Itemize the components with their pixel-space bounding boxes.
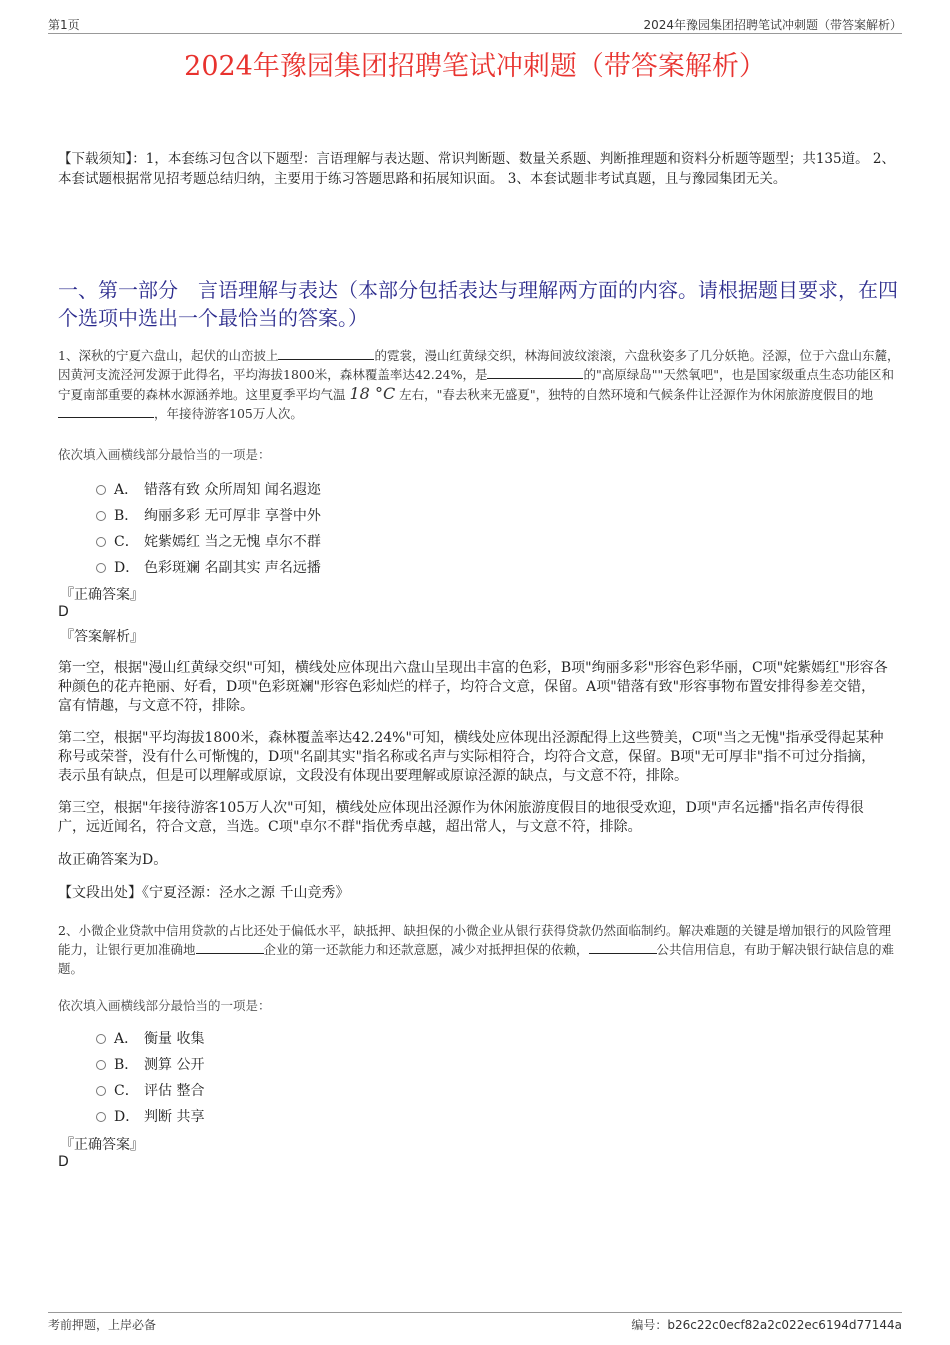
page-header bbox=[48, 15, 902, 34]
question-1-prompt: 依次填入画横线部分最恰当的一项是： bbox=[58, 447, 271, 462]
analysis-conclusion: 故正确答案为D。 bbox=[58, 852, 168, 868]
option-d[interactable]: D． 色彩斑斓 名副其实 声名远播 bbox=[96, 555, 321, 581]
radio-icon[interactable] bbox=[96, 1060, 106, 1070]
question-2-options bbox=[96, 1026, 204, 1130]
analysis-paragraph-2: 第二空，根据"平均海拔1800米，森林覆盖率达42.24%"可知，横线处应体现出泾源配得上这些赞美，C项"当之无愧"指承受得起某种称号或荣誉，没有什么可惭愧的，D项"名副其实"指名称或名声与实际相符合，均符合文意，保留。B项"无可厚非"指不可过分指摘，表示虽有缺点，但是可以理解或原谅，文段没有体现出要理解或原谅泾源的缺点，与文意不符，排除。 bbox=[58, 730, 884, 784]
fill-blank bbox=[58, 405, 154, 418]
document-title: 2024年豫园集团招聘笔试冲刺题（带答案解析） bbox=[184, 51, 766, 82]
header-doc-title: 2024年豫园集团招聘笔试冲刺题（带答案解析） bbox=[643, 18, 902, 32]
answer-value: D bbox=[58, 604, 69, 620]
option-d[interactable]: D． 判断 共享 bbox=[96, 1104, 204, 1130]
option-a[interactable]: A． 衡量 收集 bbox=[96, 1026, 204, 1052]
page-footer bbox=[48, 1312, 902, 1332]
analysis-paragraph-3: 第三空，根据"年接待游客105万人次"可知，横线处应体现出泾源作为休闲旅游度假目的地很受欢迎，D项"声名远播"指名声传得很广，远近闻名，符合文意，当选。C项"卓尔不群"指优秀卓越，超出常人，与文意不符，排除。 bbox=[58, 800, 864, 835]
radio-icon[interactable] bbox=[96, 537, 106, 547]
fill-blank bbox=[278, 347, 374, 360]
radio-icon[interactable] bbox=[96, 511, 106, 521]
option-a[interactable]: A． 错落有致 众所周知 闻名遐迩 bbox=[96, 477, 321, 503]
fill-blank bbox=[487, 366, 583, 379]
radio-icon[interactable] bbox=[96, 563, 106, 573]
temperature: 18 °C bbox=[349, 384, 396, 403]
analysis-paragraph-1: 第一空，根据"漫山红黄绿交织"可知，横线处应体现出六盘山呈现出丰富的色彩，B项"绚丽多彩"形容色彩华丽，C项"姹紫嫣红"形容各种颜色的花卉艳丽、好看，D项"色彩斑斓"形容色彩灿烂的样子，均符合文意，保留。A项"错落有致"形容事物布置安排得参差交错，富有情趣，与文意不符，排除。 bbox=[58, 660, 888, 714]
option-c[interactable]: C． 姹紫嫣红 当之无愧 卓尔不群 bbox=[96, 529, 321, 555]
radio-icon[interactable] bbox=[96, 1034, 106, 1044]
option-b[interactable]: B． 测算 公开 bbox=[96, 1052, 204, 1078]
answer-value: D bbox=[58, 1154, 69, 1170]
radio-icon[interactable] bbox=[96, 1112, 106, 1122]
question-2-stem: 2、小微企业贷款中信用贷款的占比还处于偏低水平，缺抵押、缺担保的小微企业从银行获得贷款仍然面临制约。解决难题的关键是增加银行的风险管理能力，让银行更加准确地 企业的第一还款能力和还款意愿，减少对抵押担保的依赖， 公共信用信息，有助于解决银行缺信息的难题。 bbox=[58, 923, 895, 976]
page-number: 第1页 bbox=[48, 18, 80, 32]
answer-label: 『正确答案』 bbox=[60, 1137, 144, 1153]
option-c[interactable]: C． 评估 整合 bbox=[96, 1078, 204, 1104]
analysis-label: 『答案解析』 bbox=[60, 629, 144, 645]
download-notice: 【下载须知】：1，本套练习包含以下题型：言语理解与表达题、常识判断题、数量关系题、判断推理题和资料分析题等题型；共135道。 2、本套试题根据常见招考题总结归纳，主要用于练习答题思路和拓展知识面。 3、本套试题非考试真题，且与豫园集团无关。 bbox=[58, 151, 895, 187]
section-title: 一、第一部分 言语理解与表达（本部分包括表达与理解两方面的内容。请根据题目要求，在四个选项中选出一个最恰当的答案。） bbox=[58, 278, 898, 330]
question-2-prompt: 依次填入画横线部分最恰当的一项是： bbox=[58, 998, 271, 1013]
fill-blank bbox=[589, 941, 657, 954]
radio-icon[interactable] bbox=[96, 1086, 106, 1096]
source-citation: 【文段出处】《宁夏泾源：泾水之源 千山竞秀》 bbox=[58, 885, 350, 901]
answer-label: 『正确答案』 bbox=[60, 587, 144, 603]
question-1-options bbox=[96, 477, 321, 581]
document-id: 编号：b26c22c0ecf82a2c022ec6194d77144a bbox=[631, 1318, 902, 1332]
footer-slogan: 考前押题，上岸必备 bbox=[48, 1318, 157, 1332]
question-1-stem: 1、深秋的宁夏六盘山，起伏的山峦披上 的霓裳，漫山红黄绿交织，林海间波纹滚滚，六盘秋姿多了几分妖艳。泾源，位于六盘山东麓，因黄河支流泾河发源于此得名，平均海拔1800米，森林覆盖率达42.24%，是 的"高原绿岛""天然氧吧"，也是国家级重点生态功能区和宁夏南部重要的森林水源涵养地。这里夏季平均气温 18 °C 左右，"春去秋来无盛夏"，独特的自然环境和气候条件让泾源作为休闲旅游度假目的地，年接待游客105万人次。 bbox=[58, 348, 900, 421]
fill-blank bbox=[196, 941, 264, 954]
option-b[interactable]: B． 绚丽多彩 无可厚非 享誉中外 bbox=[96, 503, 321, 529]
radio-icon[interactable] bbox=[96, 485, 106, 495]
